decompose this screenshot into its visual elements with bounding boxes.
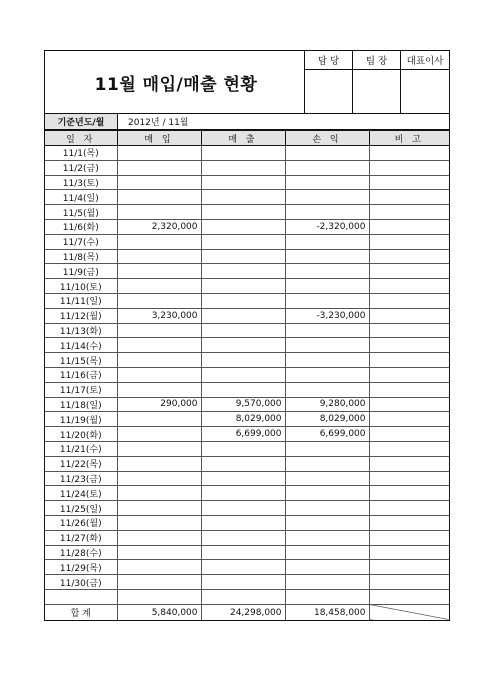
blank-row — [45, 589, 449, 604]
row-profit — [285, 160, 369, 175]
row-profit — [285, 486, 369, 501]
row-date: 11/12(월) — [45, 308, 117, 323]
row-note — [369, 146, 449, 161]
row-purchase — [117, 234, 201, 249]
row-purchase — [117, 367, 201, 382]
row-profit — [285, 249, 369, 264]
table-row — [45, 264, 449, 279]
table-row — [45, 575, 449, 590]
row-purchase — [117, 441, 201, 456]
row-sales — [201, 560, 285, 575]
row-date: 11/10(토) — [45, 279, 117, 294]
table-cell — [45, 589, 117, 604]
row-purchase — [117, 190, 201, 205]
row-profit — [285, 279, 369, 294]
row-date: 11/11(일) — [45, 293, 117, 308]
row-purchase — [117, 515, 201, 530]
row-date: 11/3(토) — [45, 175, 117, 190]
row-date: 11/1(목) — [45, 146, 117, 161]
row-note — [369, 545, 449, 560]
row-note — [369, 560, 449, 575]
row-date: 11/17(토) — [45, 382, 117, 397]
row-profit — [285, 456, 369, 471]
row-sales — [201, 205, 285, 220]
row-purchase — [117, 456, 201, 471]
row-note — [369, 190, 449, 205]
row-date: 11/21(수) — [45, 441, 117, 456]
row-note — [369, 234, 449, 249]
row-note — [369, 382, 449, 397]
table-row — [45, 456, 449, 471]
row-sales — [201, 441, 285, 456]
row-purchase — [117, 338, 201, 353]
row-note — [369, 486, 449, 501]
row-purchase — [117, 205, 201, 220]
row-purchase — [117, 264, 201, 279]
row-profit — [285, 441, 369, 456]
table-row — [45, 279, 449, 294]
table-row — [45, 397, 449, 412]
row-profit — [285, 264, 369, 279]
row-purchase — [117, 293, 201, 308]
row-sales — [201, 146, 285, 161]
approval-col-ceo — [401, 51, 449, 113]
row-sales — [201, 530, 285, 545]
row-profit — [285, 382, 369, 397]
row-profit — [285, 501, 369, 516]
row-note — [369, 515, 449, 530]
approval-label: 대표이사 — [401, 51, 449, 70]
row-note — [369, 441, 449, 456]
row-purchase — [117, 501, 201, 516]
row-date: 11/24(토) — [45, 486, 117, 501]
table-cell — [117, 589, 201, 604]
row-sales: 9,570,000 — [201, 397, 285, 412]
row-sales — [201, 190, 285, 205]
table-row — [45, 412, 449, 427]
row-purchase: 2,320,000 — [117, 219, 201, 234]
table-row — [45, 530, 449, 545]
row-profit — [285, 545, 369, 560]
row-date: 11/18(일) — [45, 397, 117, 412]
row-date: 11/2(금) — [45, 160, 117, 175]
row-date: 11/30(금) — [45, 575, 117, 590]
standard-period-value: 2012년 / 11월 — [128, 118, 189, 128]
total-profit: 18,458,000 — [285, 604, 369, 620]
row-note — [369, 575, 449, 590]
page-title: 11월 매입/매출 현황 — [94, 74, 258, 95]
row-purchase — [117, 530, 201, 545]
row-purchase — [117, 353, 201, 368]
table-row — [45, 308, 449, 323]
table-row — [45, 515, 449, 530]
standard-period-row — [45, 114, 449, 130]
approval-col-staff — [305, 51, 353, 113]
row-sales — [201, 219, 285, 234]
row-sales — [201, 501, 285, 516]
row-sales — [201, 382, 285, 397]
table-cell — [201, 589, 285, 604]
table-body — [45, 146, 449, 590]
row-date: 11/23(금) — [45, 471, 117, 486]
table-cell — [369, 589, 449, 604]
row-sales — [201, 575, 285, 590]
column-header-sales: 매 출 — [201, 131, 285, 146]
row-date: 11/20(화) — [45, 427, 117, 442]
table-row — [45, 293, 449, 308]
row-date: 11/9(금) — [45, 264, 117, 279]
row-date: 11/22(목) — [45, 456, 117, 471]
row-note — [369, 471, 449, 486]
table-row — [45, 234, 449, 249]
row-profit: -3,230,000 — [285, 308, 369, 323]
row-date: 11/8(목) — [45, 249, 117, 264]
row-date: 11/29(목) — [45, 560, 117, 575]
column-header-note: 비 고 — [369, 131, 449, 146]
row-profit — [285, 190, 369, 205]
ledger-table — [45, 130, 449, 620]
row-profit — [285, 323, 369, 338]
table-row — [45, 545, 449, 560]
approval-box — [304, 51, 449, 113]
row-profit: -2,320,000 — [285, 219, 369, 234]
row-profit: 9,280,000 — [285, 397, 369, 412]
table-row — [45, 146, 449, 161]
row-date: 11/7(수) — [45, 234, 117, 249]
row-purchase — [117, 560, 201, 575]
row-sales: 8,029,000 — [201, 412, 285, 427]
row-note — [369, 175, 449, 190]
row-purchase — [117, 427, 201, 442]
row-date: 11/13(화) — [45, 323, 117, 338]
row-sales — [201, 249, 285, 264]
column-header-date: 일 자 — [45, 131, 117, 146]
row-sales — [201, 279, 285, 294]
row-sales — [201, 486, 285, 501]
row-sales — [201, 293, 285, 308]
row-purchase — [117, 279, 201, 294]
row-date: 11/15(목) — [45, 353, 117, 368]
approval-col-team-lead — [353, 51, 401, 113]
row-note — [369, 160, 449, 175]
row-note — [369, 249, 449, 264]
table-header-row — [45, 131, 449, 146]
row-purchase — [117, 471, 201, 486]
row-profit — [285, 367, 369, 382]
row-purchase — [117, 382, 201, 397]
row-purchase — [117, 412, 201, 427]
row-date: 11/14(수) — [45, 338, 117, 353]
column-header-profit: 손 익 — [285, 131, 369, 146]
row-purchase — [117, 545, 201, 560]
row-date: 11/28(수) — [45, 545, 117, 560]
row-profit — [285, 234, 369, 249]
row-profit — [285, 175, 369, 190]
row-note — [369, 530, 449, 545]
row-note — [369, 205, 449, 220]
total-note-diagonal — [369, 604, 449, 620]
row-note — [369, 264, 449, 279]
table-row — [45, 323, 449, 338]
row-note — [369, 397, 449, 412]
table-row — [45, 249, 449, 264]
row-profit: 8,029,000 — [285, 412, 369, 427]
row-sales — [201, 545, 285, 560]
table-row — [45, 486, 449, 501]
table-row — [45, 441, 449, 456]
row-purchase — [117, 323, 201, 338]
row-purchase: 3,230,000 — [117, 308, 201, 323]
table-row — [45, 501, 449, 516]
row-profit — [285, 530, 369, 545]
row-sales — [201, 264, 285, 279]
row-profit — [285, 146, 369, 161]
table-row — [45, 560, 449, 575]
row-sales — [201, 308, 285, 323]
report-sheet — [44, 50, 450, 621]
row-date: 11/19(월) — [45, 412, 117, 427]
row-note — [369, 323, 449, 338]
row-purchase: 290,000 — [117, 397, 201, 412]
row-purchase — [117, 160, 201, 175]
table-row — [45, 338, 449, 353]
row-date: 11/16(금) — [45, 367, 117, 382]
row-note — [369, 456, 449, 471]
row-date: 11/26(월) — [45, 515, 117, 530]
standard-period-label: 기준년도/월 — [45, 114, 118, 129]
row-sales — [201, 456, 285, 471]
row-purchase — [117, 249, 201, 264]
row-sales — [201, 471, 285, 486]
row-sales — [201, 367, 285, 382]
table-row — [45, 175, 449, 190]
row-sales: 6,699,000 — [201, 427, 285, 442]
row-sales — [201, 234, 285, 249]
row-note — [369, 353, 449, 368]
table-row — [45, 471, 449, 486]
signature-box — [353, 70, 400, 113]
row-note — [369, 219, 449, 234]
row-purchase — [117, 486, 201, 501]
row-purchase — [117, 146, 201, 161]
row-note — [369, 293, 449, 308]
row-sales — [201, 175, 285, 190]
row-note — [369, 427, 449, 442]
total-sales: 24,298,000 — [201, 604, 285, 620]
table-row — [45, 367, 449, 382]
row-date: 11/4(일) — [45, 190, 117, 205]
signature-box — [305, 70, 352, 113]
total-purchase: 5,840,000 — [117, 604, 201, 620]
table-row — [45, 427, 449, 442]
row-profit — [285, 471, 369, 486]
row-note — [369, 338, 449, 353]
signature-box — [401, 70, 449, 113]
row-note — [369, 367, 449, 382]
row-profit — [285, 575, 369, 590]
approval-label: 담 당 — [305, 51, 352, 70]
row-note — [369, 412, 449, 427]
row-profit — [285, 353, 369, 368]
row-note — [369, 308, 449, 323]
row-purchase — [117, 175, 201, 190]
row-profit — [285, 293, 369, 308]
table-row — [45, 219, 449, 234]
row-sales — [201, 160, 285, 175]
total-label: 합 계 — [45, 604, 117, 620]
row-purchase — [117, 575, 201, 590]
row-sales — [201, 338, 285, 353]
report-header — [45, 51, 449, 114]
row-sales — [201, 353, 285, 368]
row-profit: 6,699,000 — [285, 427, 369, 442]
row-profit — [285, 205, 369, 220]
row-profit — [285, 560, 369, 575]
row-sales — [201, 323, 285, 338]
row-profit — [285, 515, 369, 530]
table-row — [45, 190, 449, 205]
row-date: 11/25(일) — [45, 501, 117, 516]
row-note — [369, 501, 449, 516]
row-sales — [201, 515, 285, 530]
column-header-purchase: 매 입 — [117, 131, 201, 146]
table-row — [45, 160, 449, 175]
table-row — [45, 353, 449, 368]
table-row — [45, 205, 449, 220]
row-date: 11/27(화) — [45, 530, 117, 545]
row-date: 11/5(월) — [45, 205, 117, 220]
total-row — [45, 604, 449, 620]
row-profit — [285, 338, 369, 353]
row-date: 11/6(화) — [45, 219, 117, 234]
approval-label: 팀 장 — [353, 51, 400, 70]
table-row — [45, 382, 449, 397]
table-cell — [285, 589, 369, 604]
row-note — [369, 279, 449, 294]
